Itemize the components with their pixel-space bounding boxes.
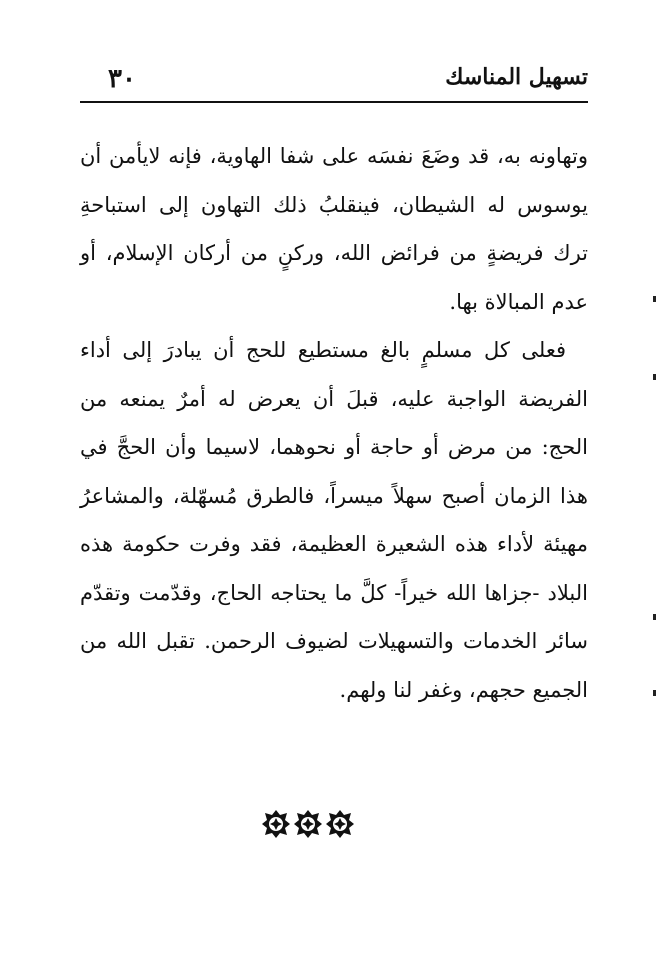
rosette-ornament-icon — [262, 810, 290, 838]
page-number: ٣٠ — [108, 64, 136, 94]
margin-mark — [653, 690, 656, 696]
margin-mark — [653, 614, 656, 620]
rosette-ornament-icon — [326, 810, 354, 838]
paragraph-1: وتهاونه به، قد وضَعَ نفسَه على شفا الهاوية، فإنه لايأمن أن يوسوس له الشيطان، فينقلبُ ذلك التهاون إلى استباحةِ ترك فريضةٍ من فرائض الله، وركنٍ من أركان الإسلام، أو عدم المبالاة بها. — [80, 144, 588, 314]
page-header — [80, 62, 588, 98]
body-text — [80, 132, 588, 714]
rosette-ornament-icon — [294, 810, 322, 838]
paragraph-2: فعلى كل مسلمٍ بالغ مستطيع للحج أن يبادرَ إلى أداء الفريضة الواجبة عليه، قبلَ أن يعرض له أمرٌ يمنعه من الحج: من مرض أو حاجة أو نحوهما، لاسيما وأن الحجَّ في هذا الزمان أصبح سهلاً ميسراً، فالطرق مُسهّلة، والمشاعرُ مهيئة لأداء هذه الشعيرة العظيمة، فقد وفرت حكومة هذه البلاد -جزاها الله خيراً- كلَّ ما يحتاجه الحاج، وقدّمت وتقدّم سائر الخدمات والتسهيلات لضيوف الرحمن. تقبل الله من الجميع حجهم، وغفر لنا ولهم. — [80, 338, 588, 702]
running-title: تسهيل المناسك — [445, 64, 588, 90]
header-rule — [80, 101, 588, 103]
margin-mark — [653, 374, 656, 380]
section-end-ornament — [260, 808, 356, 840]
margin-mark — [653, 296, 656, 302]
